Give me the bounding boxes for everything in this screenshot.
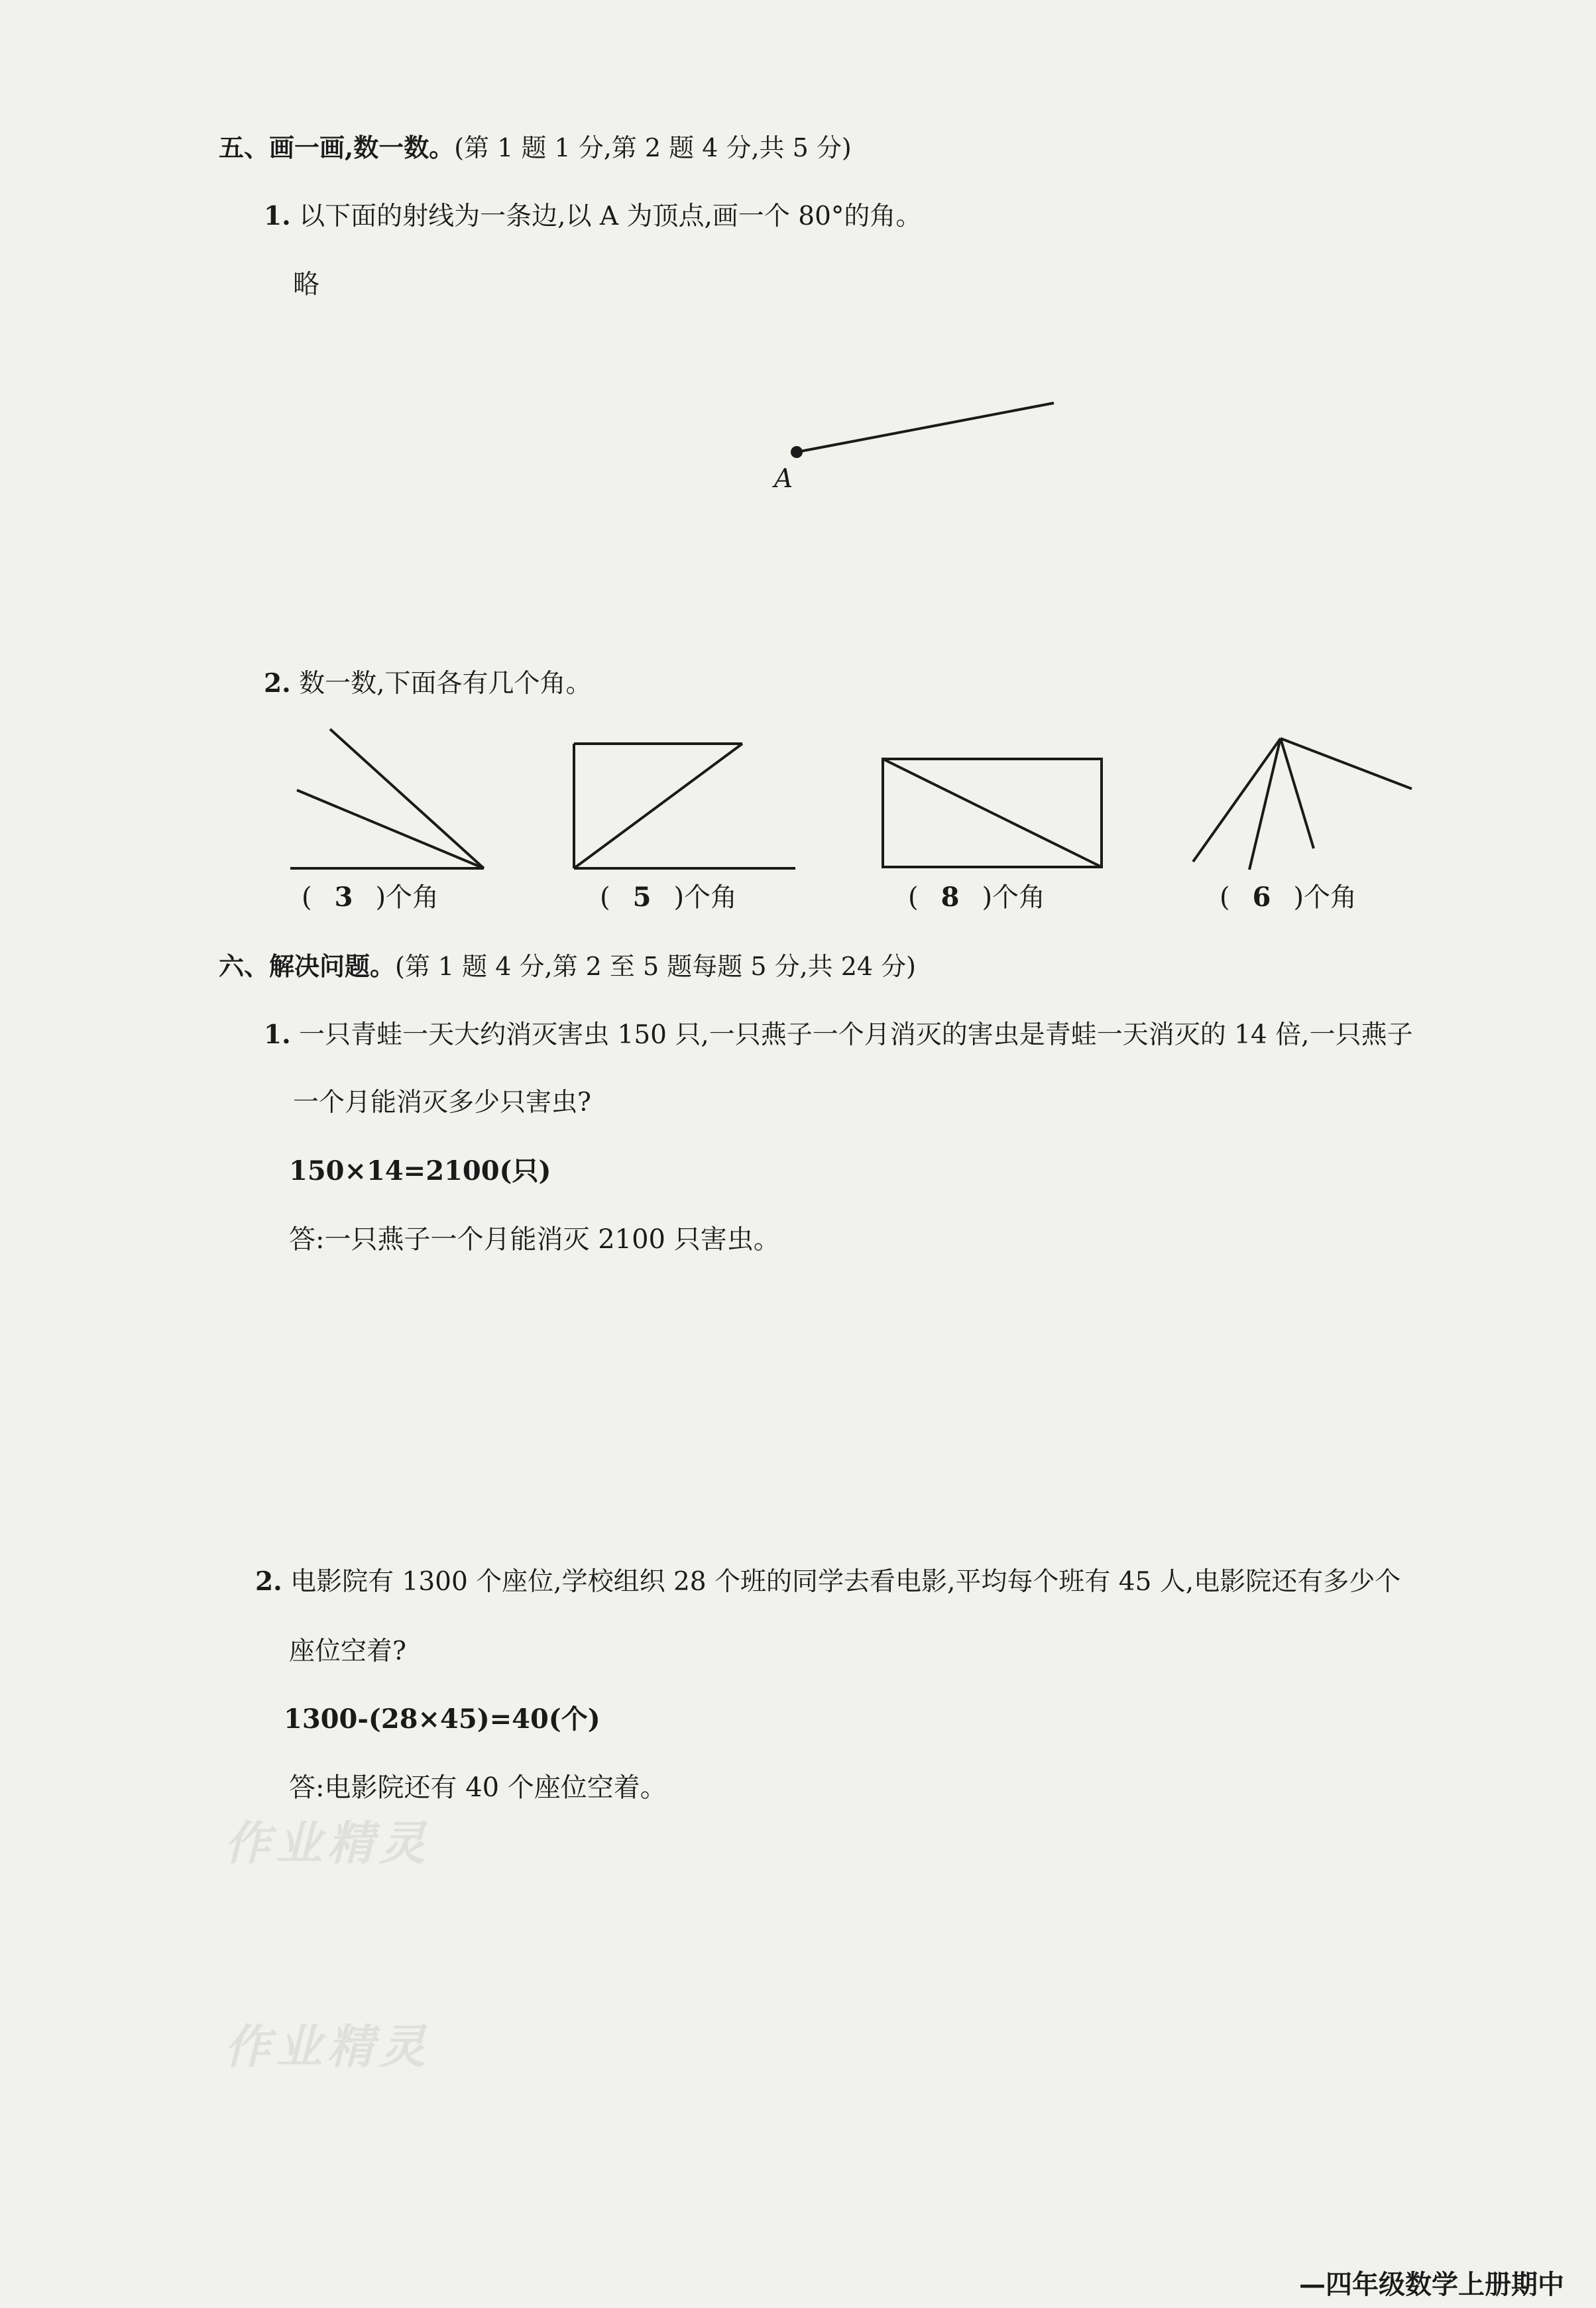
vertex-point-a [791,446,803,458]
figure-4-line [1281,738,1314,848]
figure-3-diagonal [883,759,1102,867]
caption-suffix: )个角 [673,882,738,913]
figure-1-caption [302,876,439,914]
watermark: 作业精灵 [224,2019,431,2074]
figure-2-caption [600,876,737,914]
angle-count: 6 [1252,882,1271,913]
figure-1-line [330,729,484,868]
angle-count: 8 [940,882,960,913]
figure-4-line [1281,738,1412,789]
caption-open-paren: ( [1220,882,1230,913]
caption-suffix: )个角 [375,882,439,913]
angle-figures [278,722,1432,875]
section-5-title: 五、画一画,数一数。 [219,133,455,162]
page-footer: —四年级数学上册期中 [1299,2269,1564,2300]
question-6-1-line-2: 一个月能消灭多少只害虫? [293,1088,591,1118]
question-text: 电影院有 1300 个座位,学校组织 28 个班的同学去看电影,平均每个班有 45 人,电影院还有多少个 [290,1567,1401,1597]
figure-4-line [1193,738,1281,862]
section-6-title: 六、解决问题。 [219,951,396,981]
question-text: 数一数,下面各有几个角。 [299,669,592,699]
ray-line [797,403,1054,452]
question-6-2-answer: 答:电影院还有 40 个座位空着。 [289,1772,667,1803]
caption-suffix: )个角 [982,882,1046,913]
section-6-note: (第 1 题 4 分,第 2 至 5 题每题 5 分,共 24 分) [395,952,917,981]
figure-4-caption [1220,876,1357,914]
question-6-2-line-2: 座位空着? [289,1637,406,1666]
angle-count: 5 [632,882,652,913]
question-6-2-equation: 1300-(28×45)=40(个) [284,1703,600,1735]
question-5-2 [264,663,592,700]
point-label-a: A [774,464,793,494]
caption-open-paren: ( [302,882,312,913]
section-6-heading [219,946,916,982]
question-number: 2. [264,668,291,699]
figure-2-line [574,744,742,868]
question-text: 一只青蛙一天大约消灭害虫 150 只,一只燕子一个月消灭的害虫是青蛙一天消灭的 14 倍,一只燕子 [299,1020,1413,1050]
section-5-heading [219,127,852,164]
question-number: 1. [264,201,291,231]
caption-open-paren: ( [600,882,610,913]
answer-omitted: 略 [293,269,319,300]
question-6-1-equation: 150×14=2100(只) [289,1155,551,1186]
angle-count: 3 [334,882,353,913]
question-6-1-answer: 答:一只燕子一个月能消灭 2100 只害虫。 [289,1224,780,1255]
question-number: 1. [264,1019,291,1050]
section-5-note: (第 1 题 1 分,第 2 题 4 分,共 5 分) [454,133,852,162]
figure-3-caption [908,876,1045,914]
ray-figure [782,391,1074,504]
question-5-1 [264,196,921,233]
watermark: 作业精灵 [224,1816,431,1871]
figure-1-line [297,790,484,868]
question-text: 以下面的射线为一条边,以 A 为顶点,画一个 80°的角。 [299,202,922,231]
question-6-1-line-1 [264,1014,1413,1051]
question-number: 2. [255,1566,282,1597]
caption-open-paren: ( [908,882,919,913]
caption-suffix: )个角 [1293,882,1357,913]
question-6-2-line-1 [255,1561,1400,1598]
